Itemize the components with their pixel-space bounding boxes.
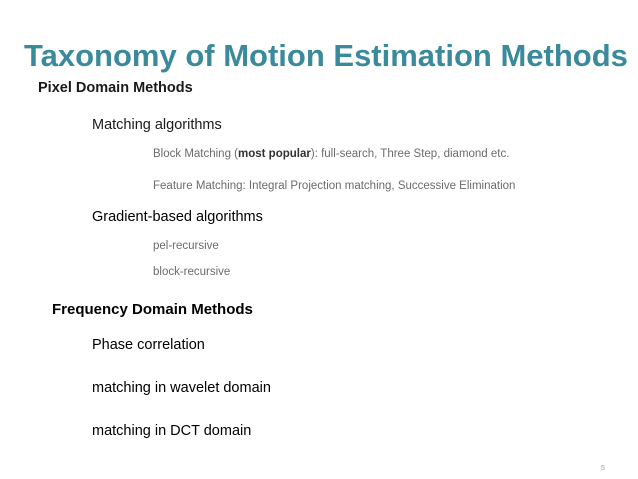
- dct-domain-item: matching in DCT domain: [92, 423, 252, 439]
- block-matching-emphasis: most popular: [238, 148, 311, 160]
- wavelet-domain-item: matching in wavelet domain: [92, 380, 271, 396]
- block-matching-item: [153, 149, 509, 161]
- frequency-domain-heading: Frequency Domain Methods: [52, 301, 253, 318]
- phase-correlation-item: Phase correlation: [92, 337, 205, 353]
- page-number: 5: [601, 465, 605, 472]
- block-recursive-item: block-recursive: [153, 266, 231, 278]
- pixel-domain-heading: Pixel Domain Methods: [38, 80, 193, 96]
- matching-algorithms-label: Matching algorithms: [92, 117, 222, 133]
- feature-matching-item: Feature Matching: Integral Projection matching, Successive Elimination: [153, 180, 516, 192]
- block-matching-suffix: ): full-search, Three Step, diamond etc.: [310, 148, 510, 160]
- gradient-based-label: Gradient-based algorithms: [92, 209, 263, 225]
- slide-title: Taxonomy of Motion Estimation Methods: [24, 38, 628, 73]
- pel-recursive-item: pel-recursive: [153, 240, 219, 252]
- block-matching-prefix: Block Matching (: [153, 148, 239, 160]
